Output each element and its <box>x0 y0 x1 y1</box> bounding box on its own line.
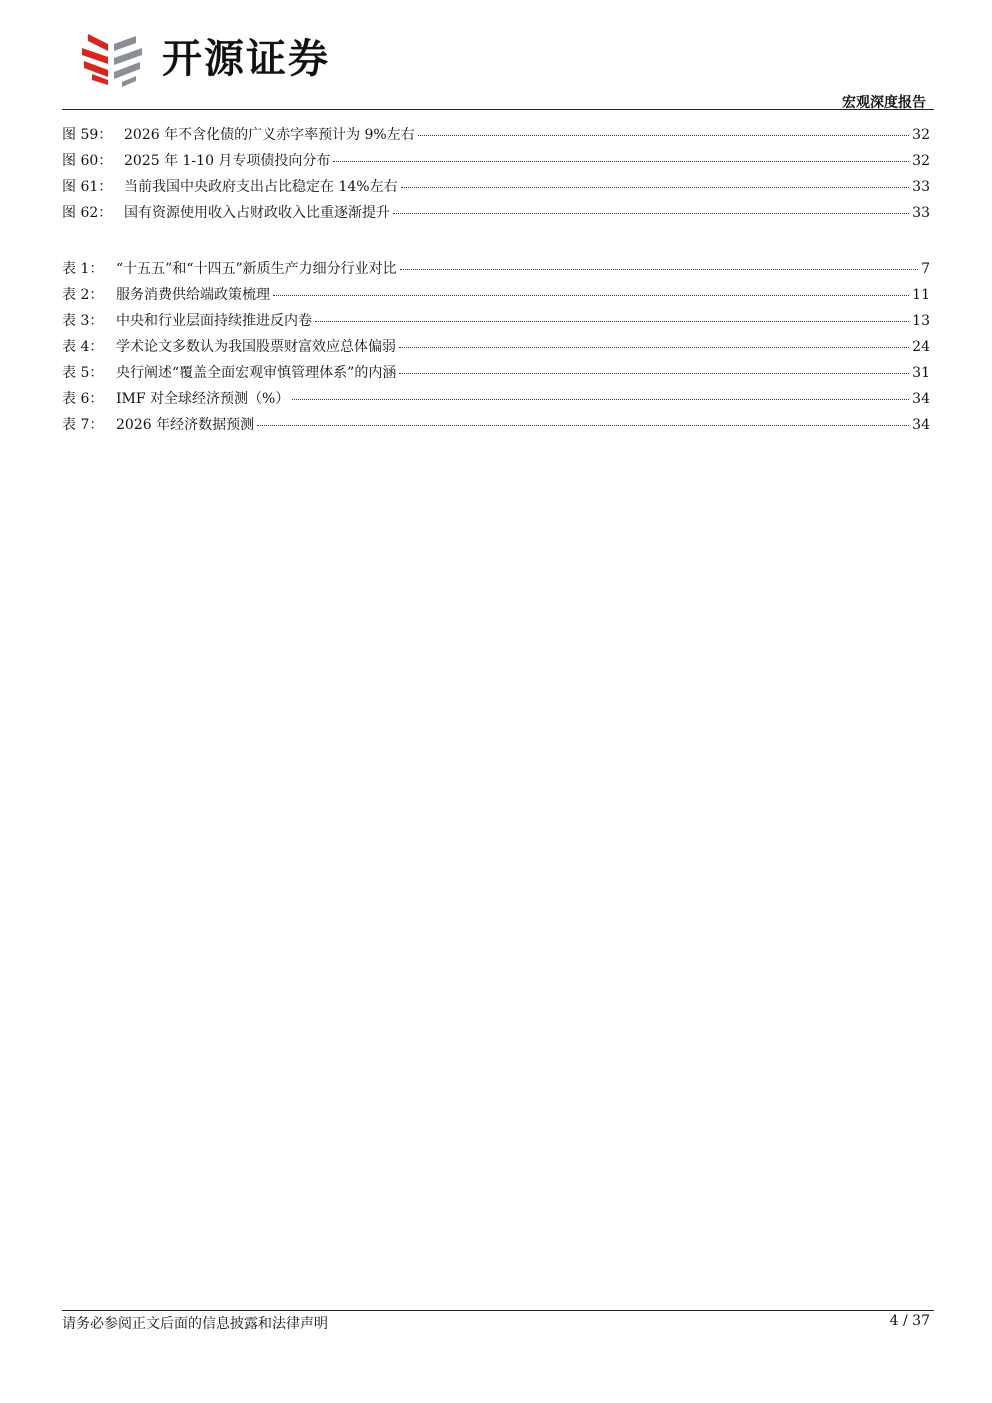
dot-leader <box>401 187 910 188</box>
dot-leader <box>418 135 909 136</box>
toc-entry-label: 表 3： <box>62 313 104 329</box>
dot-leader <box>393 213 909 214</box>
toc-entry-label: 图 61： <box>62 179 113 195</box>
brand-logo <box>78 30 330 88</box>
toc-entry-page: 32 <box>912 153 930 169</box>
dot-leader <box>333 161 909 162</box>
toc-entry-page: 13 <box>912 313 930 329</box>
toc-entry-label: 表 6： <box>62 391 104 407</box>
toc-entry-label: 图 62： <box>62 205 113 221</box>
toc-entry[interactable] <box>62 414 930 440</box>
toc-entry-title: IMF 对全球经济预测（%） <box>116 391 290 407</box>
toc-entry-title: 中央和行业层面持续推进反内卷 <box>116 313 312 329</box>
toc-entry[interactable] <box>62 258 930 284</box>
toc-entry-title: 当前我国中央政府支出占比稳定在 14%左右 <box>124 179 398 195</box>
toc-entry-title: 2025 年 1-10 月专项债投向分布 <box>124 153 331 169</box>
toc-entry-label: 表 4： <box>62 339 104 355</box>
toc-entry-page: 34 <box>912 417 930 433</box>
toc-entry-label: 表 5： <box>62 365 104 381</box>
toc-entry[interactable] <box>62 150 930 176</box>
toc-entry-page: 24 <box>912 339 930 355</box>
toc-entry-page: 11 <box>912 287 930 303</box>
brand-name: 开源证券 <box>162 36 330 82</box>
toc-entry[interactable] <box>62 388 930 414</box>
toc-entry-label: 图 60： <box>62 153 113 169</box>
toc-entry-page: 32 <box>912 127 930 143</box>
toc-entry-title: 2026 年经济数据预测 <box>116 417 255 433</box>
dot-leader <box>257 425 909 426</box>
toc-entry[interactable] <box>62 202 930 228</box>
header-divider <box>62 109 934 110</box>
toc-entry-title: 学术论文多数认为我国股票财富效应总体偏弱 <box>116 339 396 355</box>
dot-leader <box>400 269 918 270</box>
brand-mark-icon <box>78 30 150 88</box>
dot-leader <box>292 399 909 400</box>
dot-leader <box>399 373 909 374</box>
toc-entry-label: 表 2： <box>62 287 104 303</box>
toc-entry[interactable] <box>62 336 930 362</box>
report-type: 宏观深度报告 <box>842 95 926 111</box>
toc-entry-title: 国有资源使用收入占财政收入比重逐渐提升 <box>124 205 390 221</box>
toc-entry[interactable] <box>62 176 930 202</box>
toc-entry-page: 33 <box>912 205 930 221</box>
page-number: 4 / 37 <box>889 1313 930 1329</box>
toc-entry-label: 表 7： <box>62 417 104 433</box>
toc-entry-title: 央行阐述“覆盖全面宏观审慎管理体系”的内涵 <box>116 365 397 381</box>
toc-entry-page: 34 <box>912 391 930 407</box>
footer-divider <box>62 1310 934 1311</box>
toc-entry-title: 2026 年不含化债的广义赤字率预计为 9%左右 <box>124 127 415 143</box>
dot-leader <box>315 321 909 322</box>
footer-disclaimer: 请务必参阅正文后面的信息披露和法律声明 <box>62 1316 328 1332</box>
toc-entry-title: “十五五”和“十四五”新质生产力细分行业对比 <box>116 261 397 277</box>
toc-entry[interactable] <box>62 362 930 388</box>
toc-entry[interactable] <box>62 310 930 336</box>
toc-entry-label: 图 59： <box>62 127 113 143</box>
figure-list <box>62 124 930 228</box>
dot-leader <box>399 347 909 348</box>
toc-entry-label: 表 1： <box>62 261 104 277</box>
toc-entry[interactable] <box>62 124 930 150</box>
toc-entry-page: 31 <box>912 365 930 381</box>
toc-entry-page: 33 <box>912 179 930 195</box>
table-list <box>62 258 930 440</box>
toc-entry-title: 服务消费供给端政策梳理 <box>116 287 270 303</box>
toc-entry-page: 7 <box>921 261 930 277</box>
dot-leader <box>273 295 909 296</box>
toc-entry[interactable] <box>62 284 930 310</box>
